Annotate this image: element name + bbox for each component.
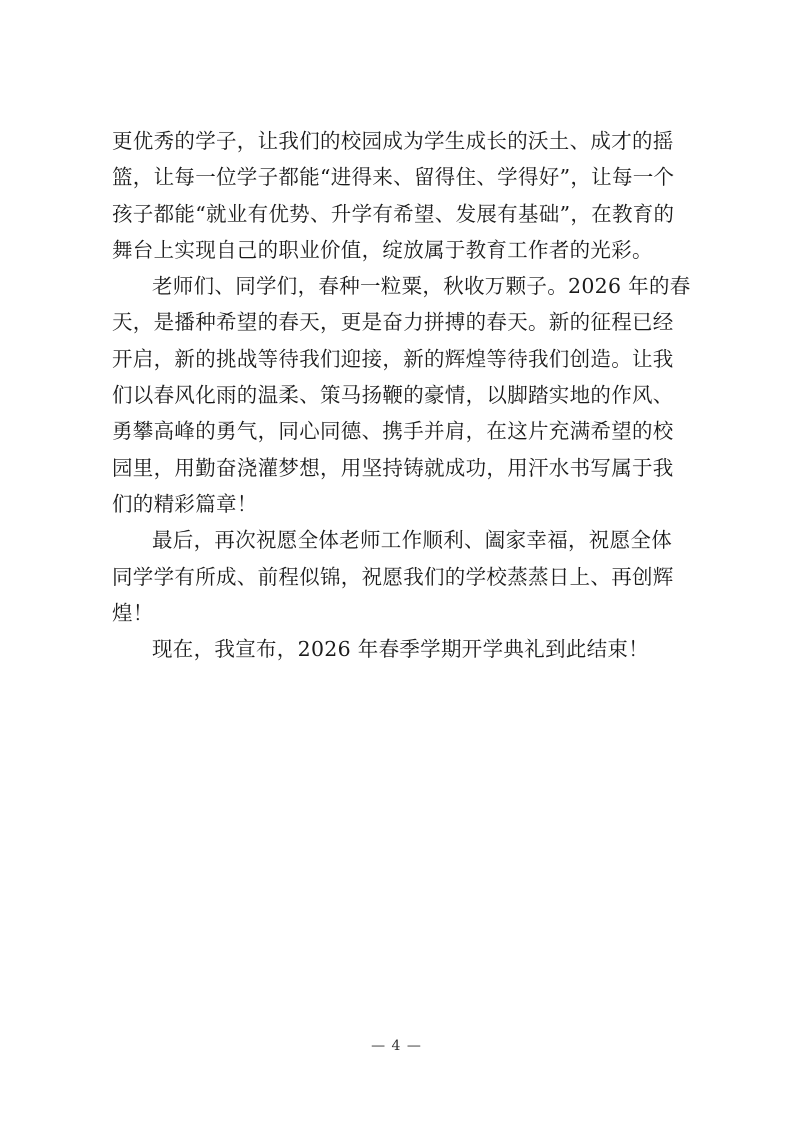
text-line: 最后，再次祝愿全体老师工作顺利、阖家幸福，祝愿全体: [152, 528, 672, 553]
text-line: 更优秀的学子，让我们的校园成为学生成长的沃土、成才的摇: [112, 129, 674, 153]
text-line: 们以春风化雨的温柔、策马扬鞭的豪情，以脚踏实地的作风、: [112, 383, 674, 408]
text-line: 们的精彩篇章！: [112, 491, 258, 516]
page-number: — 4 —: [371, 1038, 422, 1054]
text-line: 勇攀高峰的勇气，同心同德、携手并肩，在这片充满希望的校: [112, 419, 674, 444]
text-line: 天，是播种希望的春天，更是奋力拼搏的春天。新的征程已经: [112, 310, 674, 335]
text-line: 现在，我宣布，2026 年春季学期开学典礼到此结束！: [152, 637, 649, 662]
text-line: 煌！: [112, 600, 154, 625]
text-line: 孩子都能“就业有优势、升学有希望、发展有基础”，在教育的: [112, 201, 675, 226]
text-line: 舞台上实现自己的职业价值，绽放属于教育工作者的光彩。: [112, 237, 653, 262]
document-body: [112, 123, 691, 667]
text-line: 老师们、同学们，春种一粒粟，秋收万颗子。2026 年的春: [152, 274, 691, 299]
text-line: 园里，用勤奋浇灌梦想，用坚持铸就成功，用汗水书写属于我: [112, 455, 674, 480]
text-line: 同学学有所成、前程似锦，祝愿我们的学校蒸蒸日上、再创辉: [112, 564, 674, 589]
text-line: 开启，新的挑战等待我们迎接，新的辉煌等待我们创造。让我: [112, 346, 674, 371]
text-line: 篮，让每一位学子都能“进得来、留得住、学得好”，让每一个: [112, 165, 675, 190]
